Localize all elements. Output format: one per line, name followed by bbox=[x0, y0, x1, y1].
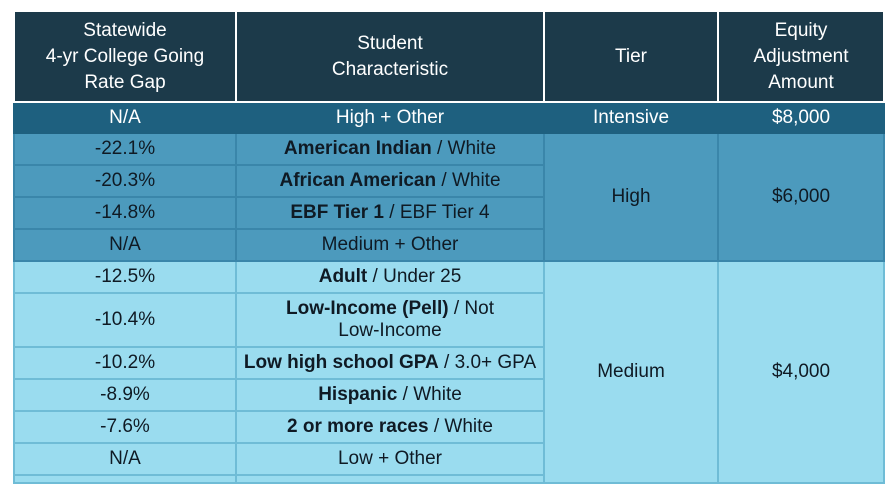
characteristic-cell bbox=[236, 229, 544, 261]
characteristic-rest: / White bbox=[397, 384, 462, 405]
gap-cell: N/A bbox=[14, 443, 236, 475]
characteristic-cell bbox=[236, 261, 544, 293]
characteristic-cell bbox=[236, 133, 544, 165]
intensive-amount: $8,000 bbox=[718, 102, 884, 133]
gap-cell: N/A bbox=[14, 229, 236, 261]
characteristic-cell bbox=[236, 165, 544, 197]
characteristic-rest: / White bbox=[436, 170, 501, 191]
characteristic-rest: / White bbox=[431, 138, 497, 159]
characteristic-rest: / White bbox=[428, 416, 493, 437]
equity-table-container bbox=[13, 12, 883, 484]
gap-cell: -10.4% bbox=[14, 293, 236, 347]
header-amount: Equity Adjustment Amount bbox=[718, 12, 884, 102]
high-tier: High bbox=[544, 133, 718, 261]
medium-tier: Medium bbox=[544, 261, 718, 483]
header-characteristic: Student Characteristic bbox=[236, 12, 544, 102]
header-row bbox=[14, 12, 884, 102]
gap-cell: -14.8% bbox=[14, 197, 236, 229]
trailing-cell bbox=[14, 475, 236, 483]
characteristic-bold: Low-Income (Pell) bbox=[286, 298, 449, 319]
medium-amount: $4,000 bbox=[718, 261, 884, 483]
characteristic-bold: Adult bbox=[318, 266, 368, 287]
intensive-gap: N/A bbox=[14, 102, 236, 133]
header-tier: Tier bbox=[544, 12, 718, 102]
characteristic-rest: Medium + Other bbox=[321, 234, 459, 255]
characteristic-bold: EBF Tier 1 bbox=[290, 202, 385, 223]
gap-cell: -12.5% bbox=[14, 261, 236, 293]
characteristic-bold: American Indian bbox=[283, 138, 432, 159]
characteristic-rest: / 3.0+ GPA bbox=[438, 352, 537, 373]
characteristic-cell bbox=[236, 379, 544, 411]
gap-cell: -8.9% bbox=[14, 379, 236, 411]
gap-cell: -22.1% bbox=[14, 133, 236, 165]
header-gap: Statewide 4-yr College Going Rate Gap bbox=[14, 12, 236, 102]
intensive-row bbox=[14, 102, 884, 133]
characteristic-rest: / Under 25 bbox=[367, 266, 462, 287]
characteristic-bold: 2 or more races bbox=[287, 416, 429, 437]
characteristic-cell bbox=[236, 197, 544, 229]
characteristic-bold: Low high school GPA bbox=[243, 352, 439, 373]
characteristic-rest: / EBF Tier 4 bbox=[384, 202, 490, 223]
characteristic-cell bbox=[236, 443, 544, 475]
medium-row-1 bbox=[14, 261, 884, 293]
gap-cell: -10.2% bbox=[14, 347, 236, 379]
characteristic-rest: Low + Other bbox=[337, 448, 443, 469]
gap-cell: -7.6% bbox=[14, 411, 236, 443]
gap-cell: -20.3% bbox=[14, 165, 236, 197]
characteristic-cell bbox=[236, 411, 544, 443]
characteristic-rest: / Not Low-Income bbox=[338, 298, 494, 341]
equity-adjustment-table bbox=[13, 12, 885, 484]
intensive-tier: Intensive bbox=[544, 102, 718, 133]
high-amount: $6,000 bbox=[718, 133, 884, 261]
characteristic-bold: African American bbox=[279, 170, 437, 191]
intensive-characteristic: High + Other bbox=[236, 102, 544, 133]
characteristic-cell bbox=[236, 293, 544, 347]
high-row-1 bbox=[14, 133, 884, 165]
characteristic-cell bbox=[236, 347, 544, 379]
trailing-cell bbox=[236, 475, 544, 483]
characteristic-bold: Hispanic bbox=[318, 384, 398, 405]
